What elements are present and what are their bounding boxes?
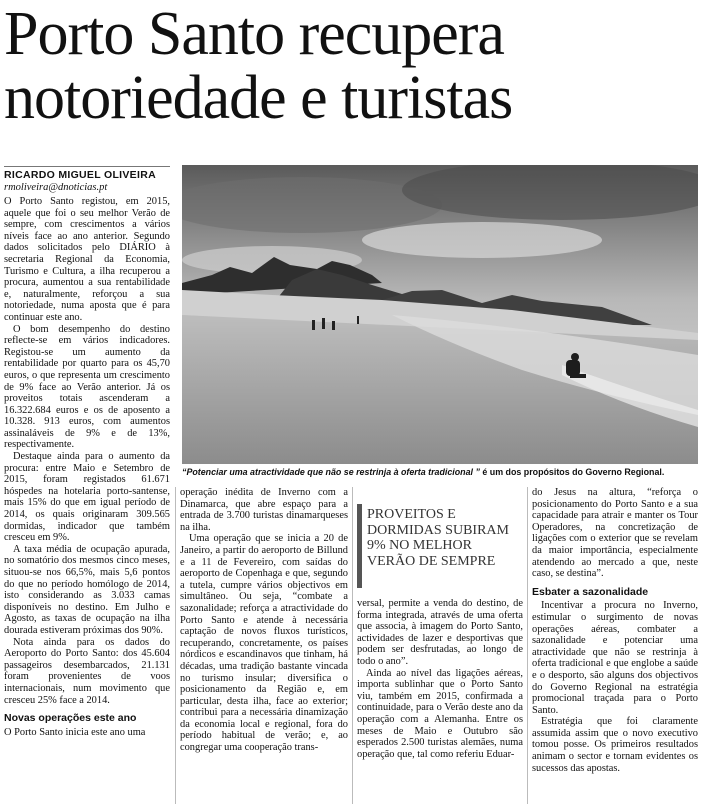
- column-divider: [175, 487, 176, 804]
- pull-quote-text: PROVEITOS E DORMIDAS SUBIRAM 9% NO MELHOR VERÃO DE SEMPRE: [367, 507, 509, 569]
- author-email[interactable]: rmoliveira@dnoticias.pt: [4, 182, 108, 193]
- paragraph: O Porto Santo inicia este ano uma: [4, 726, 146, 738]
- paragraph: Destaque ainda para o aumento da procura: entre Maio e Setembro de 2015, foram registados 61.671 hóspedes na hotelaria porto-santense, mais 15% do que em igual período de 2014, os quais originaram 309.565 dormidas, indicador que também cresceu em 9%.: [4, 451, 170, 544]
- paragraph: A taxa média de ocupação apurada, no somatório dos mesmos cinco meses, situou-se nos 66,5%, mais 5,6 pontos do que no período homólogo de 2014, isto considerando as 3.033 camas disponíveis no destino. Em Julho e Agosto, as taxas de ocupação na ilha dourada estiveram próximas dos 90%.: [4, 543, 170, 636]
- paragraph: O bom desempenho do destino reflecte-se em vários indicadores. Registou-se um aumento da rentabilidade por quarto para os 45,70 euros, o que representa um crescimento de 9% face ao Verão anterior. Já os proveitos totais ascenderam a 16.322.684 euros e os de aposento a 10.328. 913 euros, com aumentos assinaláveis de 9% e de 13%, respectivamente.: [4, 323, 170, 451]
- column-divider: [352, 487, 353, 804]
- caption-quote: “Potenciar uma atractividade que não se restrinja à oferta tradicional ”: [182, 467, 480, 477]
- paragraph: Ainda ao nível das ligações aéreas, importa sublinhar que o Porto Santo viu, também em 2015, confirmada a continuidade, para o Verão deste ano da operação com a Alemanha. Entre os meses de Maio e Outubro são esperados 2.500 turistas alemães, numa operação que, tal como referiu Eduar-: [357, 667, 523, 760]
- column-divider: [527, 487, 528, 804]
- author-name: RICARDO MIGUEL OLIVEIRA: [4, 166, 170, 181]
- paragraph: Uma operação que se inicia a 20 de Janeiro, a partir do aeroporto de Billund e a 11 de Fevereiro, com saídas do aeroporto de Copenhaga e que, segundo a tutela, cumpre vários objectivos em simultâneo. Ou seja, “combate a sazonalidade; reforça a atractividade do Porto Santo e atende à necessária captação de novos fluxos turísticos, recuperando, concretamente, os países nórdicos e escandinavos que tinham, há décadas, uma tradição bastante vincada no turismo insular; diversifica o posicionamento da Região e, em particular, desta ilha, face ao exterior; contribui para a necessária dinamização da economia local e regional, fora do período habitual de verão; e, ao congregar uma cooperação trans-: [180, 533, 348, 754]
- subheading-esbater-sazonalidade: Esbater a sazonalidade: [532, 585, 649, 598]
- paragraph: Estratégia que foi claramente assumida assim que o novo executivo tomou posse. Os primeiros resultados animam o sector e tornam evidentes os sucessos das apostas.: [532, 716, 698, 774]
- article-column-2: [180, 487, 348, 804]
- subheading-novas-operacoes: Novas operações este ano: [4, 712, 137, 725]
- photo-caption: [182, 467, 698, 478]
- paragraph: Incentivar a procura no Inverno, estimular o surgimento de novas operações aéreas, combater a sazonalidade e potenciar uma atractividade que não se restrinja à oferta tradicional e que englobe a saúde e o desporto, são alguns dos objectivos do Governo Regional na estratégia promocional traçada para o Porto Santo.: [532, 600, 698, 716]
- paragraph: operação inédita de Inverno com a Dinamarca, que abre espaço para a entrada de 3.700 turistas dinamarqueses na ilha.: [180, 487, 348, 533]
- paragraph: Nota ainda para os dados do Aeroporto do Porto Santo: dos 45.604 passageiros desembarcados, 21.131 foram provenientes de voos internacionais, num movimento que cresceu 25% face a 2014.: [4, 636, 170, 706]
- pull-quote: [357, 504, 523, 588]
- beach-photo: [182, 165, 698, 464]
- article-column-4: [532, 487, 698, 804]
- article-column-1: [4, 196, 170, 804]
- author-byline: [4, 166, 170, 193]
- article-column-3: [357, 598, 523, 804]
- pull-quote-bar: [357, 504, 362, 588]
- paragraph: versal, permite a venda do destino, de forma integrada, através de uma oferta que associa, à imagem do Porto Santo, actividades de lazer e desportivas que podem ser desfrutadas, ao longo de todo o ano”.: [357, 598, 523, 667]
- caption-rest: é um dos propósitos do Governo Regional.: [479, 467, 665, 477]
- beach-photo-graphic: [182, 165, 698, 464]
- paragraph: O Porto Santo registou, em 2015, aquele que foi o seu melhor Verão de sempre, com crescimentos a vários níveis face ao ano anterior. Segundo dados solicitados pelo DIÁRIO à secretaria Regional da Economia, Turismo e Cultura, a ilha recuperou a procura, aumentou a sua rentabilidade e, naturalmente, reforçou a sua notoriedade, numa aposta que é para continuar este ano.: [4, 196, 170, 323]
- paragraph: do Jesus na altura, “reforça o posicionamento do Porto Santo e a sua capacidade para atrair e manter os Tour Operadores, na concretização de ligações com o exterior que se revelam da maior importância, especialmente atendendo ao mercado a que, neste caso, se destina”.: [532, 487, 698, 580]
- headline: Porto Santo recupera notoriedade e turistas: [4, 0, 513, 132]
